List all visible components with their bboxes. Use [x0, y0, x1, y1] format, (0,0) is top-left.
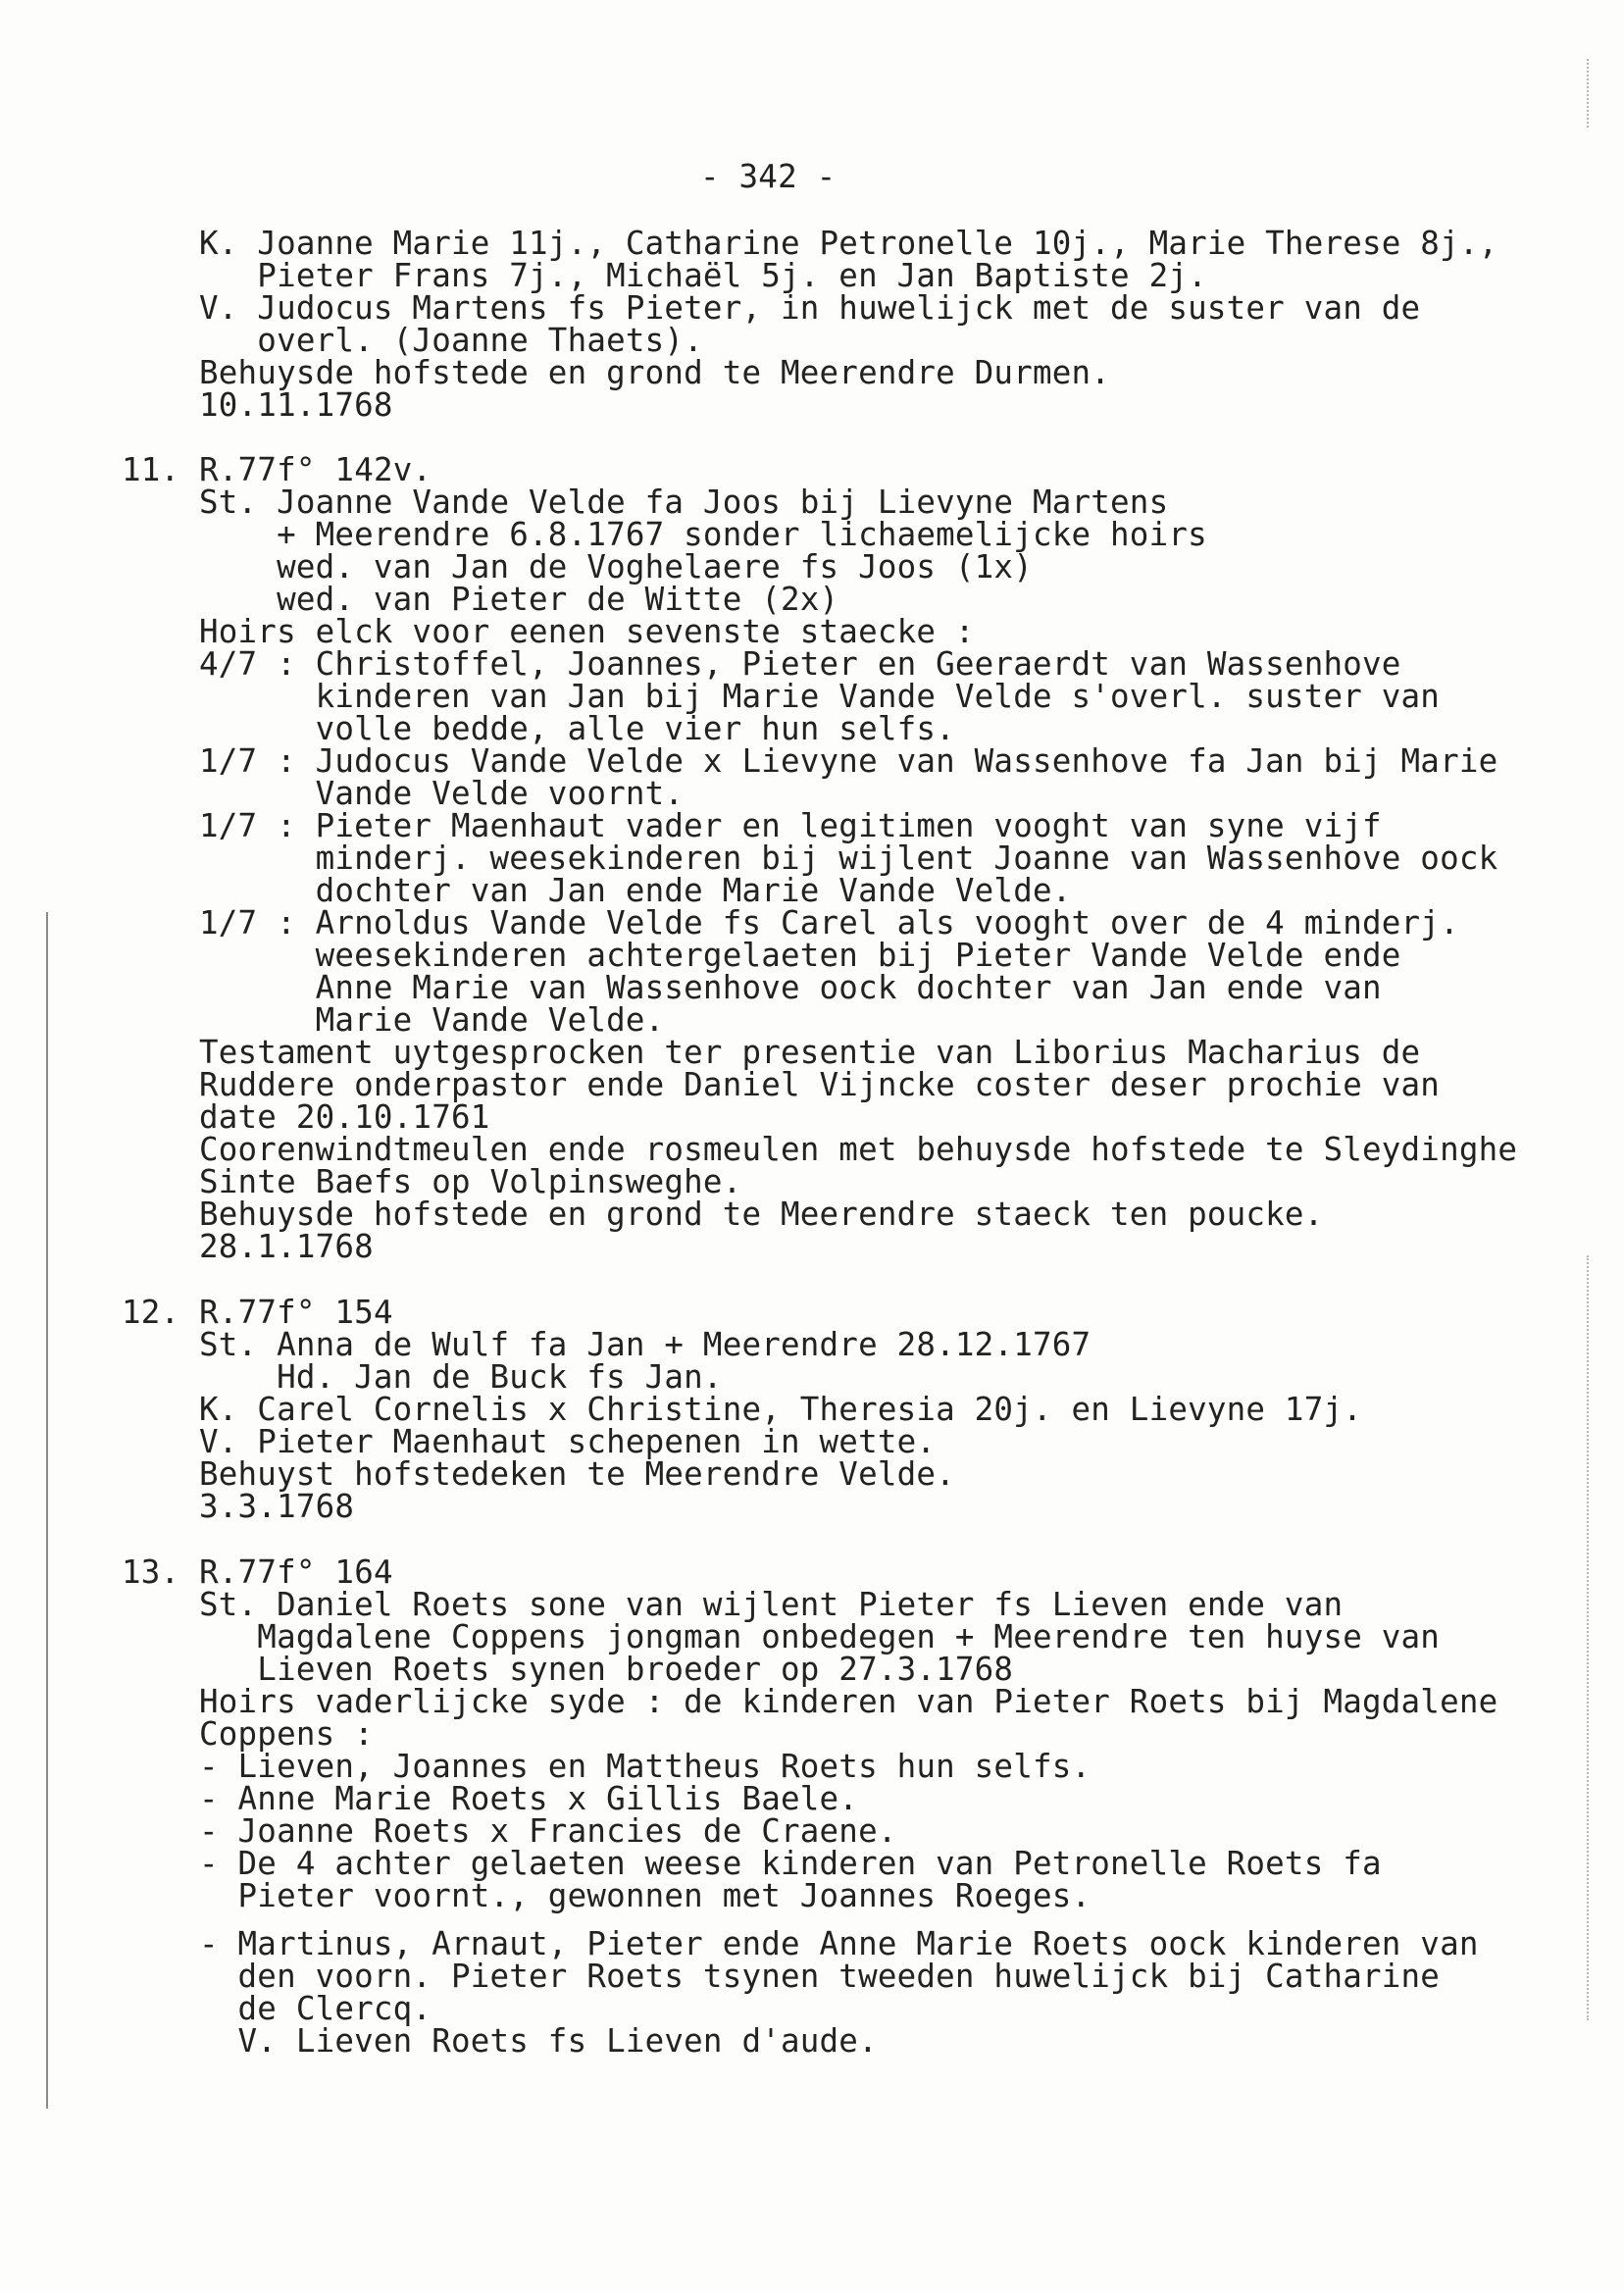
- text-line: - Martinus, Arnaut, Pieter ende Anne Marie Roets oock kinderen van: [199, 1925, 1479, 1962]
- text-line: 1/7 : Judocus Vande Velde x Lievyne van Wassenhove fa Jan bij Marie: [199, 742, 1498, 780]
- page-number: - 342 -: [700, 158, 837, 195]
- text-line: - De 4 achter gelaeten weese kinderen van Petronelle Roets fa: [199, 1845, 1382, 1882]
- text-line: V. Lieven Roets fs Lieven d'aude.: [199, 2022, 878, 2060]
- text-line: Hd. Jan de Buck fs Jan.: [199, 1358, 723, 1396]
- entry-heading: 13. R.77f° 164: [122, 1553, 393, 1591]
- text-line: Marie Vande Velde.: [199, 1001, 665, 1039]
- text-line: wed. van Pieter de Witte (2x): [199, 581, 839, 618]
- text-line: Anne Marie van Wassenhove oock dochter van Jan ende van: [199, 969, 1382, 1006]
- text-line: Pieter Frans 7j., Michaël 5j. en Jan Baptiste 2j.: [199, 257, 1207, 294]
- text-line: Behuyst hofstedeken te Meerendre Velde.: [199, 1455, 955, 1493]
- text-line: Pieter voornt., gewonnen met Joannes Roeges.: [199, 1877, 1091, 1914]
- text-line: Ruddere onderpastor ende Daniel Vijncke coster deser prochie van: [199, 1066, 1441, 1103]
- text-line: weesekinderen achtergelaeten bij Pieter Vande Velde ende: [199, 937, 1401, 974]
- entry-heading: 11. R.77f° 142v.: [122, 451, 432, 488]
- text-line: - Lieven, Joannes en Mattheus Roets hun selfs.: [199, 1748, 1091, 1785]
- text-line: volle bedde, alle vier hun selfs.: [199, 710, 955, 747]
- text-line: de Clercq.: [199, 1990, 432, 2027]
- text-line: 1/7 : Arnoldus Vande Velde fs Carel als vooght over de 4 minderj.: [199, 904, 1459, 942]
- text-line: V. Pieter Maenhaut schepenen in wette.: [199, 1423, 937, 1460]
- text-line: St. Anna de Wulf fa Jan + Meerendre 28.12.1767: [199, 1326, 1091, 1363]
- text-line: Magdalene Coppens jongman onbedegen + Meerendre ten huyse van: [199, 1618, 1441, 1655]
- text-line: Behuysde hofstede en grond te Meerendre staeck ten poucke.: [199, 1196, 1324, 1233]
- text-line: + Meerendre 6.8.1767 sonder lichaemelijcke hoirs: [199, 516, 1207, 553]
- text-line: Testament uytgesprocken ter presentie van Liborius Macharius de: [199, 1034, 1421, 1071]
- entry-heading: 12. R.77f° 154: [122, 1294, 393, 1331]
- text-line: minderj. weesekinderen bij wijlent Joanne van Wassenhove oock: [199, 840, 1498, 877]
- margin-rule: [46, 912, 48, 2109]
- text-line: den voorn. Pieter Roets tsynen tweeden huwelijck bij Catharine: [199, 1958, 1441, 1995]
- text-line: Sinte Baefs op Volpinsweghe.: [199, 1163, 742, 1200]
- text-line: St. Daniel Roets sone van wijlent Pieter fs Lieven ende van: [199, 1586, 1344, 1623]
- text-line: date 20.10.1761: [199, 1098, 490, 1136]
- edge-mark: [1587, 1255, 1591, 2020]
- text-line: K. Carel Cornelis x Christine, Theresia 20j. en Lievyne 17j.: [199, 1391, 1362, 1428]
- text-line: Coppens :: [199, 1715, 374, 1753]
- text-line: Hoirs vaderlijcke syde : de kinderen van Pieter Roets bij Magdalene: [199, 1683, 1498, 1720]
- text-line: - Joanne Roets x Francies de Craene.: [199, 1812, 897, 1850]
- text-line: 3.3.1768: [199, 1488, 355, 1525]
- text-line: kinderen van Jan bij Marie Vande Velde s'overl. suster van: [199, 678, 1441, 715]
- edge-mark: [1587, 59, 1591, 127]
- text-line: V. Judocus Martens fs Pieter, in huwelijck met de suster van de: [199, 289, 1421, 327]
- text-line: overl. (Joanne Thaets).: [199, 322, 703, 359]
- text-line: 1/7 : Pieter Maenhaut vader en legitimen vooght van syne vijf: [199, 807, 1382, 844]
- text-line: dochter van Jan ende Marie Vande Velde.: [199, 872, 1072, 909]
- text-line: Behuysde hofstede en grond te Meerendre Durmen.: [199, 354, 1111, 391]
- text-line: wed. van Jan de Voghelaere fs Joos (1x): [199, 548, 1033, 585]
- text-line: 28.1.1768: [199, 1228, 374, 1265]
- text-line: Lieven Roets synen broeder op 27.3.1768: [199, 1651, 1014, 1688]
- text-line: K. Joanne Marie 11j., Catharine Petronelle 10j., Marie Therese 8j.,: [199, 225, 1498, 262]
- text-line: 10.11.1768: [199, 386, 393, 424]
- text-line: Vande Velde voornt.: [199, 775, 685, 812]
- text-line: - Anne Marie Roets x Gillis Baele.: [199, 1780, 859, 1817]
- text-line: St. Joanne Vande Velde fa Joos bij Lievyne Martens: [199, 484, 1169, 521]
- text-line: Coorenwindtmeulen ende rosmeulen met behuysde hofstede te Sleydinghe: [199, 1131, 1518, 1168]
- text-line: 4/7 : Christoffel, Joannes, Pieter en Geeraerdt van Wassenhove: [199, 645, 1401, 683]
- text-line: Hoirs elck voor eenen sevenste staecke :: [199, 613, 975, 650]
